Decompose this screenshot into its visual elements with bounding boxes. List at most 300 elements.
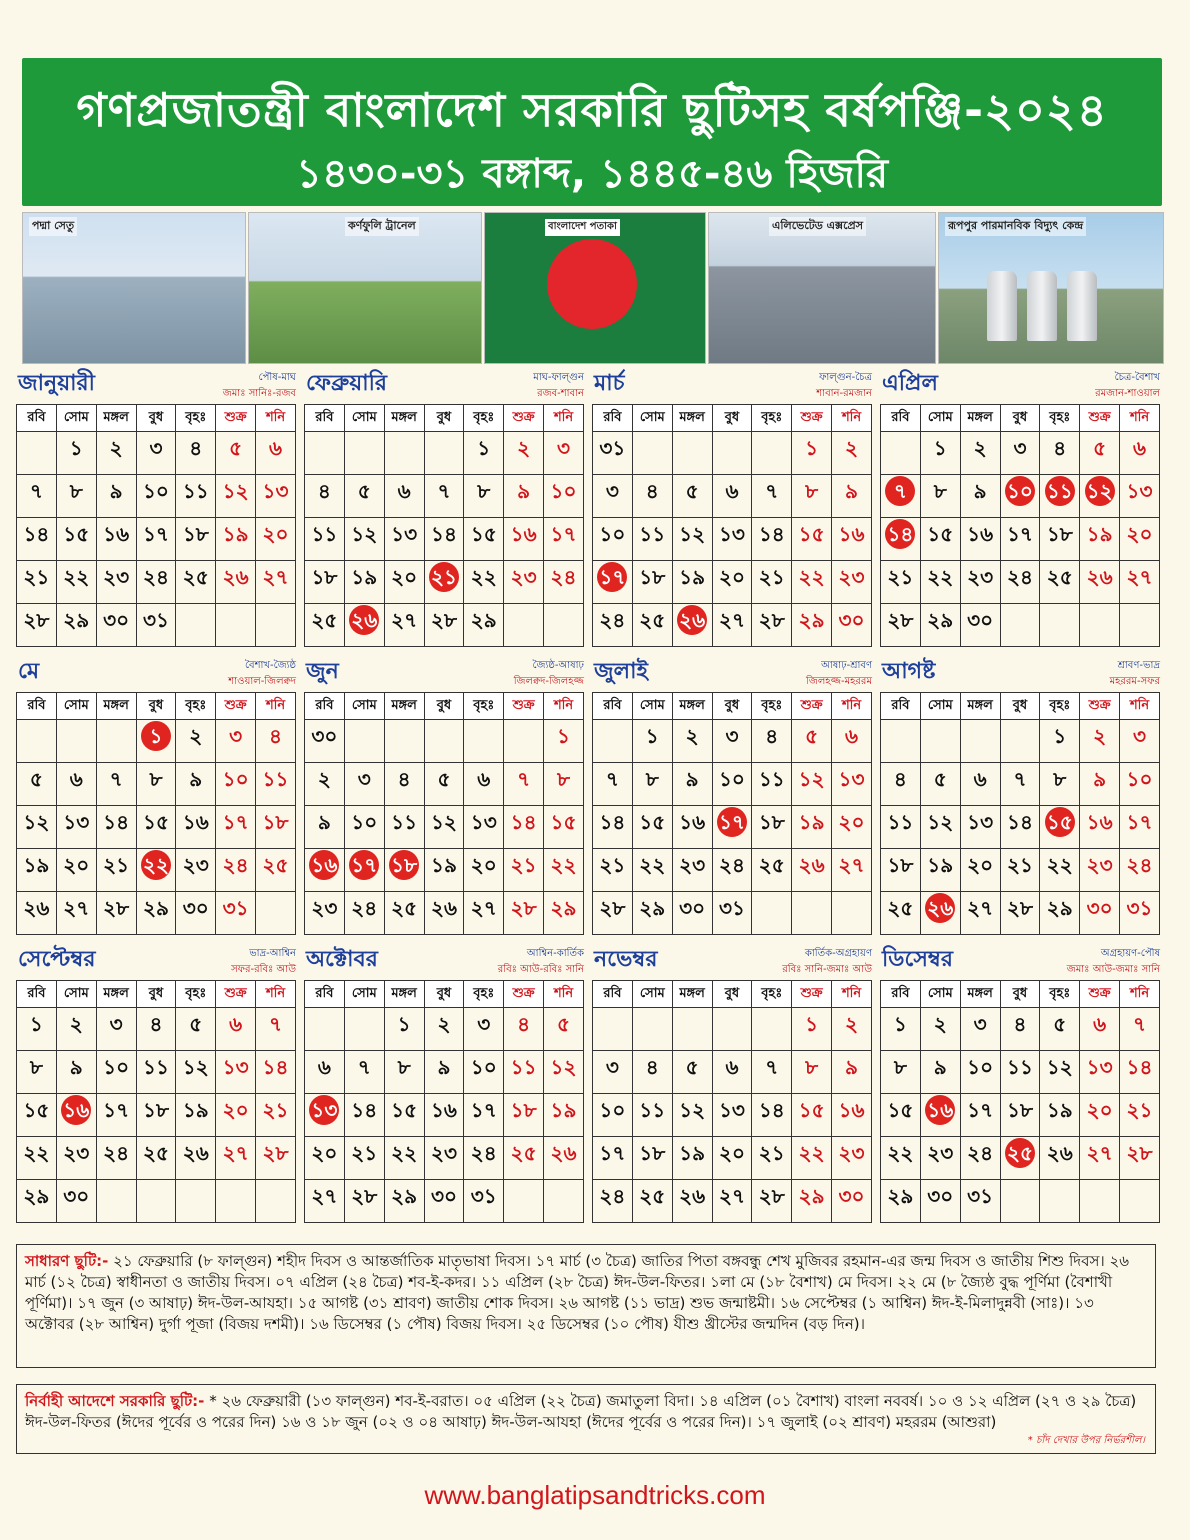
day-cell[interactable] bbox=[712, 806, 752, 849]
day-cell[interactable] bbox=[672, 475, 712, 518]
day-cell[interactable] bbox=[504, 892, 544, 935]
day-cell[interactable] bbox=[1000, 892, 1040, 935]
day-cell[interactable] bbox=[136, 1137, 176, 1180]
day-cell[interactable] bbox=[832, 475, 872, 518]
day-cell[interactable] bbox=[1080, 561, 1120, 604]
day-cell[interactable] bbox=[960, 849, 1000, 892]
day-cell[interactable] bbox=[96, 432, 136, 475]
day-cell[interactable] bbox=[960, 763, 1000, 806]
day-cell[interactable] bbox=[792, 763, 832, 806]
day-cell[interactable] bbox=[792, 475, 832, 518]
day-cell[interactable] bbox=[176, 1137, 216, 1180]
day-cell[interactable] bbox=[544, 1051, 584, 1094]
day-cell[interactable] bbox=[632, 720, 672, 763]
day-cell[interactable] bbox=[752, 1137, 792, 1180]
day-cell[interactable] bbox=[256, 849, 296, 892]
day-cell[interactable] bbox=[96, 1051, 136, 1094]
day-cell[interactable] bbox=[176, 1051, 216, 1094]
day-cell[interactable] bbox=[752, 518, 792, 561]
day-cell[interactable] bbox=[256, 1094, 296, 1137]
day-cell[interactable] bbox=[1120, 806, 1160, 849]
day-cell[interactable] bbox=[216, 1094, 256, 1137]
day-cell[interactable] bbox=[136, 892, 176, 935]
day-cell[interactable] bbox=[544, 1008, 584, 1051]
day-cell[interactable] bbox=[96, 763, 136, 806]
day-cell[interactable] bbox=[881, 1008, 921, 1051]
day-cell[interactable] bbox=[960, 806, 1000, 849]
day-cell[interactable] bbox=[632, 1180, 672, 1223]
day-cell[interactable] bbox=[960, 892, 1000, 935]
day-cell[interactable] bbox=[1040, 432, 1080, 475]
day-cell[interactable] bbox=[672, 763, 712, 806]
day-cell[interactable] bbox=[712, 763, 752, 806]
day-cell[interactable] bbox=[56, 849, 96, 892]
day-cell[interactable] bbox=[920, 1180, 960, 1223]
day-cell[interactable] bbox=[305, 892, 345, 935]
day-cell[interactable] bbox=[96, 1094, 136, 1137]
day-cell[interactable] bbox=[1120, 561, 1160, 604]
day-cell[interactable] bbox=[792, 1180, 832, 1223]
day-cell[interactable] bbox=[712, 892, 752, 935]
day-cell[interactable] bbox=[920, 604, 960, 647]
day-cell[interactable] bbox=[832, 518, 872, 561]
day-cell[interactable] bbox=[464, 561, 504, 604]
day-cell[interactable] bbox=[424, 849, 464, 892]
day-cell[interactable] bbox=[920, 763, 960, 806]
day-cell[interactable] bbox=[544, 892, 584, 935]
day-cell[interactable] bbox=[256, 432, 296, 475]
day-cell[interactable] bbox=[960, 1137, 1000, 1180]
day-cell[interactable] bbox=[464, 475, 504, 518]
day-cell[interactable] bbox=[712, 1094, 752, 1137]
day-cell[interactable] bbox=[712, 720, 752, 763]
day-cell[interactable] bbox=[544, 561, 584, 604]
day-cell[interactable] bbox=[424, 1008, 464, 1051]
day-cell[interactable] bbox=[672, 806, 712, 849]
day-cell[interactable] bbox=[881, 561, 921, 604]
day-cell[interactable] bbox=[256, 806, 296, 849]
day-cell[interactable] bbox=[464, 1137, 504, 1180]
day-cell[interactable] bbox=[1000, 561, 1040, 604]
day-cell[interactable] bbox=[384, 561, 424, 604]
day-cell[interactable] bbox=[1000, 518, 1040, 561]
day-cell[interactable] bbox=[384, 518, 424, 561]
day-cell[interactable] bbox=[305, 849, 345, 892]
day-cell[interactable] bbox=[136, 432, 176, 475]
day-cell[interactable] bbox=[1080, 720, 1120, 763]
day-cell[interactable] bbox=[593, 806, 633, 849]
day-cell[interactable] bbox=[544, 1137, 584, 1180]
day-cell[interactable] bbox=[256, 1008, 296, 1051]
day-cell[interactable] bbox=[544, 432, 584, 475]
day-cell[interactable] bbox=[632, 1137, 672, 1180]
day-cell[interactable] bbox=[384, 1094, 424, 1137]
day-cell[interactable] bbox=[424, 1180, 464, 1223]
day-cell[interactable] bbox=[752, 763, 792, 806]
day-cell[interactable] bbox=[1080, 1051, 1120, 1094]
day-cell[interactable] bbox=[305, 561, 345, 604]
day-cell[interactable] bbox=[712, 475, 752, 518]
day-cell[interactable] bbox=[176, 1094, 216, 1137]
day-cell[interactable] bbox=[672, 892, 712, 935]
day-cell[interactable] bbox=[464, 806, 504, 849]
day-cell[interactable] bbox=[544, 720, 584, 763]
day-cell[interactable] bbox=[17, 561, 57, 604]
day-cell[interactable] bbox=[544, 475, 584, 518]
day-cell[interactable] bbox=[136, 604, 176, 647]
day-cell[interactable] bbox=[920, 432, 960, 475]
day-cell[interactable] bbox=[1040, 806, 1080, 849]
day-cell[interactable] bbox=[1000, 475, 1040, 518]
day-cell[interactable] bbox=[1040, 1051, 1080, 1094]
day-cell[interactable] bbox=[1080, 475, 1120, 518]
day-cell[interactable] bbox=[176, 518, 216, 561]
day-cell[interactable] bbox=[56, 561, 96, 604]
day-cell[interactable] bbox=[1040, 475, 1080, 518]
day-cell[interactable] bbox=[920, 475, 960, 518]
day-cell[interactable] bbox=[344, 849, 384, 892]
day-cell[interactable] bbox=[136, 475, 176, 518]
day-cell[interactable] bbox=[672, 518, 712, 561]
day-cell[interactable] bbox=[305, 1137, 345, 1180]
day-cell[interactable] bbox=[920, 561, 960, 604]
day-cell[interactable] bbox=[920, 892, 960, 935]
day-cell[interactable] bbox=[1040, 720, 1080, 763]
day-cell[interactable] bbox=[305, 1051, 345, 1094]
day-cell[interactable] bbox=[384, 1051, 424, 1094]
day-cell[interactable] bbox=[832, 604, 872, 647]
day-cell[interactable] bbox=[632, 806, 672, 849]
day-cell[interactable] bbox=[344, 1137, 384, 1180]
day-cell[interactable] bbox=[216, 806, 256, 849]
day-cell[interactable] bbox=[216, 475, 256, 518]
day-cell[interactable] bbox=[17, 849, 57, 892]
day-cell[interactable] bbox=[1120, 1094, 1160, 1137]
day-cell[interactable] bbox=[712, 518, 752, 561]
day-cell[interactable] bbox=[256, 720, 296, 763]
day-cell[interactable] bbox=[216, 518, 256, 561]
day-cell[interactable] bbox=[305, 604, 345, 647]
day-cell[interactable] bbox=[56, 806, 96, 849]
day-cell[interactable] bbox=[1040, 892, 1080, 935]
day-cell[interactable] bbox=[424, 892, 464, 935]
day-cell[interactable] bbox=[56, 1180, 96, 1223]
day-cell[interactable] bbox=[17, 518, 57, 561]
day-cell[interactable] bbox=[176, 806, 216, 849]
day-cell[interactable] bbox=[792, 518, 832, 561]
day-cell[interactable] bbox=[305, 806, 345, 849]
day-cell[interactable] bbox=[96, 1137, 136, 1180]
day-cell[interactable] bbox=[832, 763, 872, 806]
day-cell[interactable] bbox=[464, 892, 504, 935]
day-cell[interactable] bbox=[881, 604, 921, 647]
day-cell[interactable] bbox=[464, 604, 504, 647]
day-cell[interactable] bbox=[504, 1137, 544, 1180]
day-cell[interactable] bbox=[96, 475, 136, 518]
day-cell[interactable] bbox=[920, 1051, 960, 1094]
day-cell[interactable] bbox=[464, 432, 504, 475]
day-cell[interactable] bbox=[1040, 1137, 1080, 1180]
day-cell[interactable] bbox=[56, 432, 96, 475]
day-cell[interactable] bbox=[424, 561, 464, 604]
day-cell[interactable] bbox=[136, 518, 176, 561]
day-cell[interactable] bbox=[792, 432, 832, 475]
day-cell[interactable] bbox=[752, 849, 792, 892]
day-cell[interactable] bbox=[56, 892, 96, 935]
day-cell[interactable] bbox=[960, 518, 1000, 561]
day-cell[interactable] bbox=[17, 1051, 57, 1094]
day-cell[interactable] bbox=[920, 849, 960, 892]
day-cell[interactable] bbox=[424, 1051, 464, 1094]
day-cell[interactable] bbox=[1120, 432, 1160, 475]
day-cell[interactable] bbox=[752, 604, 792, 647]
day-cell[interactable] bbox=[1120, 475, 1160, 518]
day-cell[interactable] bbox=[792, 720, 832, 763]
day-cell[interactable] bbox=[176, 720, 216, 763]
day-cell[interactable] bbox=[632, 849, 672, 892]
day-cell[interactable] bbox=[504, 849, 544, 892]
day-cell[interactable] bbox=[1080, 432, 1120, 475]
day-cell[interactable] bbox=[752, 475, 792, 518]
day-cell[interactable] bbox=[96, 561, 136, 604]
day-cell[interactable] bbox=[832, 432, 872, 475]
day-cell[interactable] bbox=[56, 604, 96, 647]
day-cell[interactable] bbox=[384, 849, 424, 892]
day-cell[interactable] bbox=[136, 1051, 176, 1094]
day-cell[interactable] bbox=[56, 518, 96, 561]
day-cell[interactable] bbox=[344, 1051, 384, 1094]
day-cell[interactable] bbox=[17, 806, 57, 849]
day-cell[interactable] bbox=[56, 1094, 96, 1137]
day-cell[interactable] bbox=[672, 720, 712, 763]
day-cell[interactable] bbox=[593, 763, 633, 806]
day-cell[interactable] bbox=[136, 561, 176, 604]
day-cell[interactable] bbox=[752, 1051, 792, 1094]
day-cell[interactable] bbox=[881, 1051, 921, 1094]
day-cell[interactable] bbox=[632, 1094, 672, 1137]
day-cell[interactable] bbox=[832, 720, 872, 763]
day-cell[interactable] bbox=[17, 892, 57, 935]
day-cell[interactable] bbox=[216, 561, 256, 604]
day-cell[interactable] bbox=[384, 1008, 424, 1051]
day-cell[interactable] bbox=[384, 763, 424, 806]
day-cell[interactable] bbox=[17, 1094, 57, 1137]
day-cell[interactable] bbox=[56, 763, 96, 806]
day-cell[interactable] bbox=[920, 1094, 960, 1137]
day-cell[interactable] bbox=[672, 1094, 712, 1137]
day-cell[interactable] bbox=[384, 806, 424, 849]
day-cell[interactable] bbox=[216, 892, 256, 935]
day-cell[interactable] bbox=[881, 806, 921, 849]
day-cell[interactable] bbox=[344, 1180, 384, 1223]
day-cell[interactable] bbox=[752, 561, 792, 604]
day-cell[interactable] bbox=[176, 475, 216, 518]
day-cell[interactable] bbox=[96, 1008, 136, 1051]
day-cell[interactable] bbox=[752, 806, 792, 849]
day-cell[interactable] bbox=[256, 763, 296, 806]
day-cell[interactable] bbox=[384, 892, 424, 935]
day-cell[interactable] bbox=[712, 1180, 752, 1223]
day-cell[interactable] bbox=[176, 561, 216, 604]
day-cell[interactable] bbox=[216, 432, 256, 475]
day-cell[interactable] bbox=[384, 1180, 424, 1223]
day-cell[interactable] bbox=[920, 1137, 960, 1180]
day-cell[interactable] bbox=[632, 604, 672, 647]
day-cell[interactable] bbox=[17, 475, 57, 518]
day-cell[interactable] bbox=[256, 518, 296, 561]
day-cell[interactable] bbox=[504, 432, 544, 475]
day-cell[interactable] bbox=[632, 518, 672, 561]
day-cell[interactable] bbox=[960, 604, 1000, 647]
day-cell[interactable] bbox=[593, 1094, 633, 1137]
day-cell[interactable] bbox=[752, 1094, 792, 1137]
day-cell[interactable] bbox=[176, 763, 216, 806]
day-cell[interactable] bbox=[176, 849, 216, 892]
day-cell[interactable] bbox=[544, 763, 584, 806]
day-cell[interactable] bbox=[544, 1094, 584, 1137]
day-cell[interactable] bbox=[1120, 849, 1160, 892]
day-cell[interactable] bbox=[881, 763, 921, 806]
day-cell[interactable] bbox=[712, 849, 752, 892]
day-cell[interactable] bbox=[256, 561, 296, 604]
day-cell[interactable] bbox=[344, 604, 384, 647]
website-url[interactable]: www.banglatipsandtricks.com bbox=[424, 1480, 766, 1510]
day-cell[interactable] bbox=[1040, 849, 1080, 892]
day-cell[interactable] bbox=[305, 1094, 345, 1137]
day-cell[interactable] bbox=[752, 720, 792, 763]
day-cell[interactable] bbox=[464, 518, 504, 561]
day-cell[interactable] bbox=[593, 892, 633, 935]
day-cell[interactable] bbox=[632, 475, 672, 518]
day-cell[interactable] bbox=[672, 1137, 712, 1180]
day-cell[interactable] bbox=[792, 806, 832, 849]
day-cell[interactable] bbox=[256, 1051, 296, 1094]
day-cell[interactable] bbox=[56, 1008, 96, 1051]
day-cell[interactable] bbox=[1000, 432, 1040, 475]
day-cell[interactable] bbox=[1000, 849, 1040, 892]
day-cell[interactable] bbox=[1080, 1094, 1120, 1137]
day-cell[interactable] bbox=[960, 1094, 1000, 1137]
day-cell[interactable] bbox=[424, 518, 464, 561]
day-cell[interactable] bbox=[881, 849, 921, 892]
day-cell[interactable] bbox=[136, 849, 176, 892]
day-cell[interactable] bbox=[464, 1094, 504, 1137]
day-cell[interactable] bbox=[881, 518, 921, 561]
day-cell[interactable] bbox=[832, 1137, 872, 1180]
day-cell[interactable] bbox=[832, 849, 872, 892]
day-cell[interactable] bbox=[792, 1008, 832, 1051]
day-cell[interactable] bbox=[424, 475, 464, 518]
day-cell[interactable] bbox=[544, 806, 584, 849]
day-cell[interactable] bbox=[593, 475, 633, 518]
day-cell[interactable] bbox=[593, 518, 633, 561]
day-cell[interactable] bbox=[504, 1051, 544, 1094]
day-cell[interactable] bbox=[1000, 1094, 1040, 1137]
day-cell[interactable] bbox=[752, 1180, 792, 1223]
day-cell[interactable] bbox=[17, 763, 57, 806]
day-cell[interactable] bbox=[632, 763, 672, 806]
day-cell[interactable] bbox=[832, 1094, 872, 1137]
day-cell[interactable] bbox=[792, 1051, 832, 1094]
day-cell[interactable] bbox=[544, 518, 584, 561]
day-cell[interactable] bbox=[1040, 561, 1080, 604]
day-cell[interactable] bbox=[712, 561, 752, 604]
day-cell[interactable] bbox=[96, 892, 136, 935]
day-cell[interactable] bbox=[344, 806, 384, 849]
day-cell[interactable] bbox=[1080, 1137, 1120, 1180]
day-cell[interactable] bbox=[96, 518, 136, 561]
day-cell[interactable] bbox=[712, 604, 752, 647]
day-cell[interactable] bbox=[136, 1008, 176, 1051]
day-cell[interactable] bbox=[424, 1094, 464, 1137]
day-cell[interactable] bbox=[344, 475, 384, 518]
day-cell[interactable] bbox=[1120, 1137, 1160, 1180]
day-cell[interactable] bbox=[256, 475, 296, 518]
day-cell[interactable] bbox=[712, 1137, 752, 1180]
day-cell[interactable] bbox=[792, 1137, 832, 1180]
day-cell[interactable] bbox=[344, 561, 384, 604]
day-cell[interactable] bbox=[920, 518, 960, 561]
day-cell[interactable] bbox=[960, 1051, 1000, 1094]
day-cell[interactable] bbox=[593, 432, 633, 475]
day-cell[interactable] bbox=[832, 1008, 872, 1051]
day-cell[interactable] bbox=[504, 1008, 544, 1051]
day-cell[interactable] bbox=[792, 849, 832, 892]
day-cell[interactable] bbox=[1080, 806, 1120, 849]
day-cell[interactable] bbox=[920, 1008, 960, 1051]
day-cell[interactable] bbox=[1120, 1051, 1160, 1094]
day-cell[interactable] bbox=[672, 1051, 712, 1094]
day-cell[interactable] bbox=[881, 1094, 921, 1137]
day-cell[interactable] bbox=[593, 849, 633, 892]
day-cell[interactable] bbox=[176, 892, 216, 935]
day-cell[interactable] bbox=[216, 1008, 256, 1051]
day-cell[interactable] bbox=[17, 604, 57, 647]
day-cell[interactable] bbox=[1000, 1051, 1040, 1094]
day-cell[interactable] bbox=[344, 518, 384, 561]
day-cell[interactable] bbox=[384, 1137, 424, 1180]
day-cell[interactable] bbox=[56, 1137, 96, 1180]
day-cell[interactable] bbox=[1080, 763, 1120, 806]
day-cell[interactable] bbox=[17, 1137, 57, 1180]
day-cell[interactable] bbox=[344, 763, 384, 806]
day-cell[interactable] bbox=[1080, 1008, 1120, 1051]
day-cell[interactable] bbox=[424, 806, 464, 849]
day-cell[interactable] bbox=[960, 475, 1000, 518]
day-cell[interactable] bbox=[216, 1051, 256, 1094]
day-cell[interactable] bbox=[881, 892, 921, 935]
day-cell[interactable] bbox=[1040, 763, 1080, 806]
day-cell[interactable] bbox=[832, 1180, 872, 1223]
day-cell[interactable] bbox=[464, 1008, 504, 1051]
day-cell[interactable] bbox=[176, 1008, 216, 1051]
day-cell[interactable] bbox=[1080, 892, 1120, 935]
day-cell[interactable] bbox=[464, 849, 504, 892]
day-cell[interactable] bbox=[593, 1180, 633, 1223]
day-cell[interactable] bbox=[632, 892, 672, 935]
day-cell[interactable] bbox=[176, 432, 216, 475]
day-cell[interactable] bbox=[881, 1180, 921, 1223]
day-cell[interactable] bbox=[960, 561, 1000, 604]
day-cell[interactable] bbox=[1120, 1008, 1160, 1051]
day-cell[interactable] bbox=[136, 720, 176, 763]
day-cell[interactable] bbox=[464, 763, 504, 806]
day-cell[interactable] bbox=[216, 763, 256, 806]
day-cell[interactable] bbox=[632, 1051, 672, 1094]
day-cell[interactable] bbox=[17, 1180, 57, 1223]
day-cell[interactable] bbox=[96, 806, 136, 849]
day-cell[interactable] bbox=[504, 763, 544, 806]
